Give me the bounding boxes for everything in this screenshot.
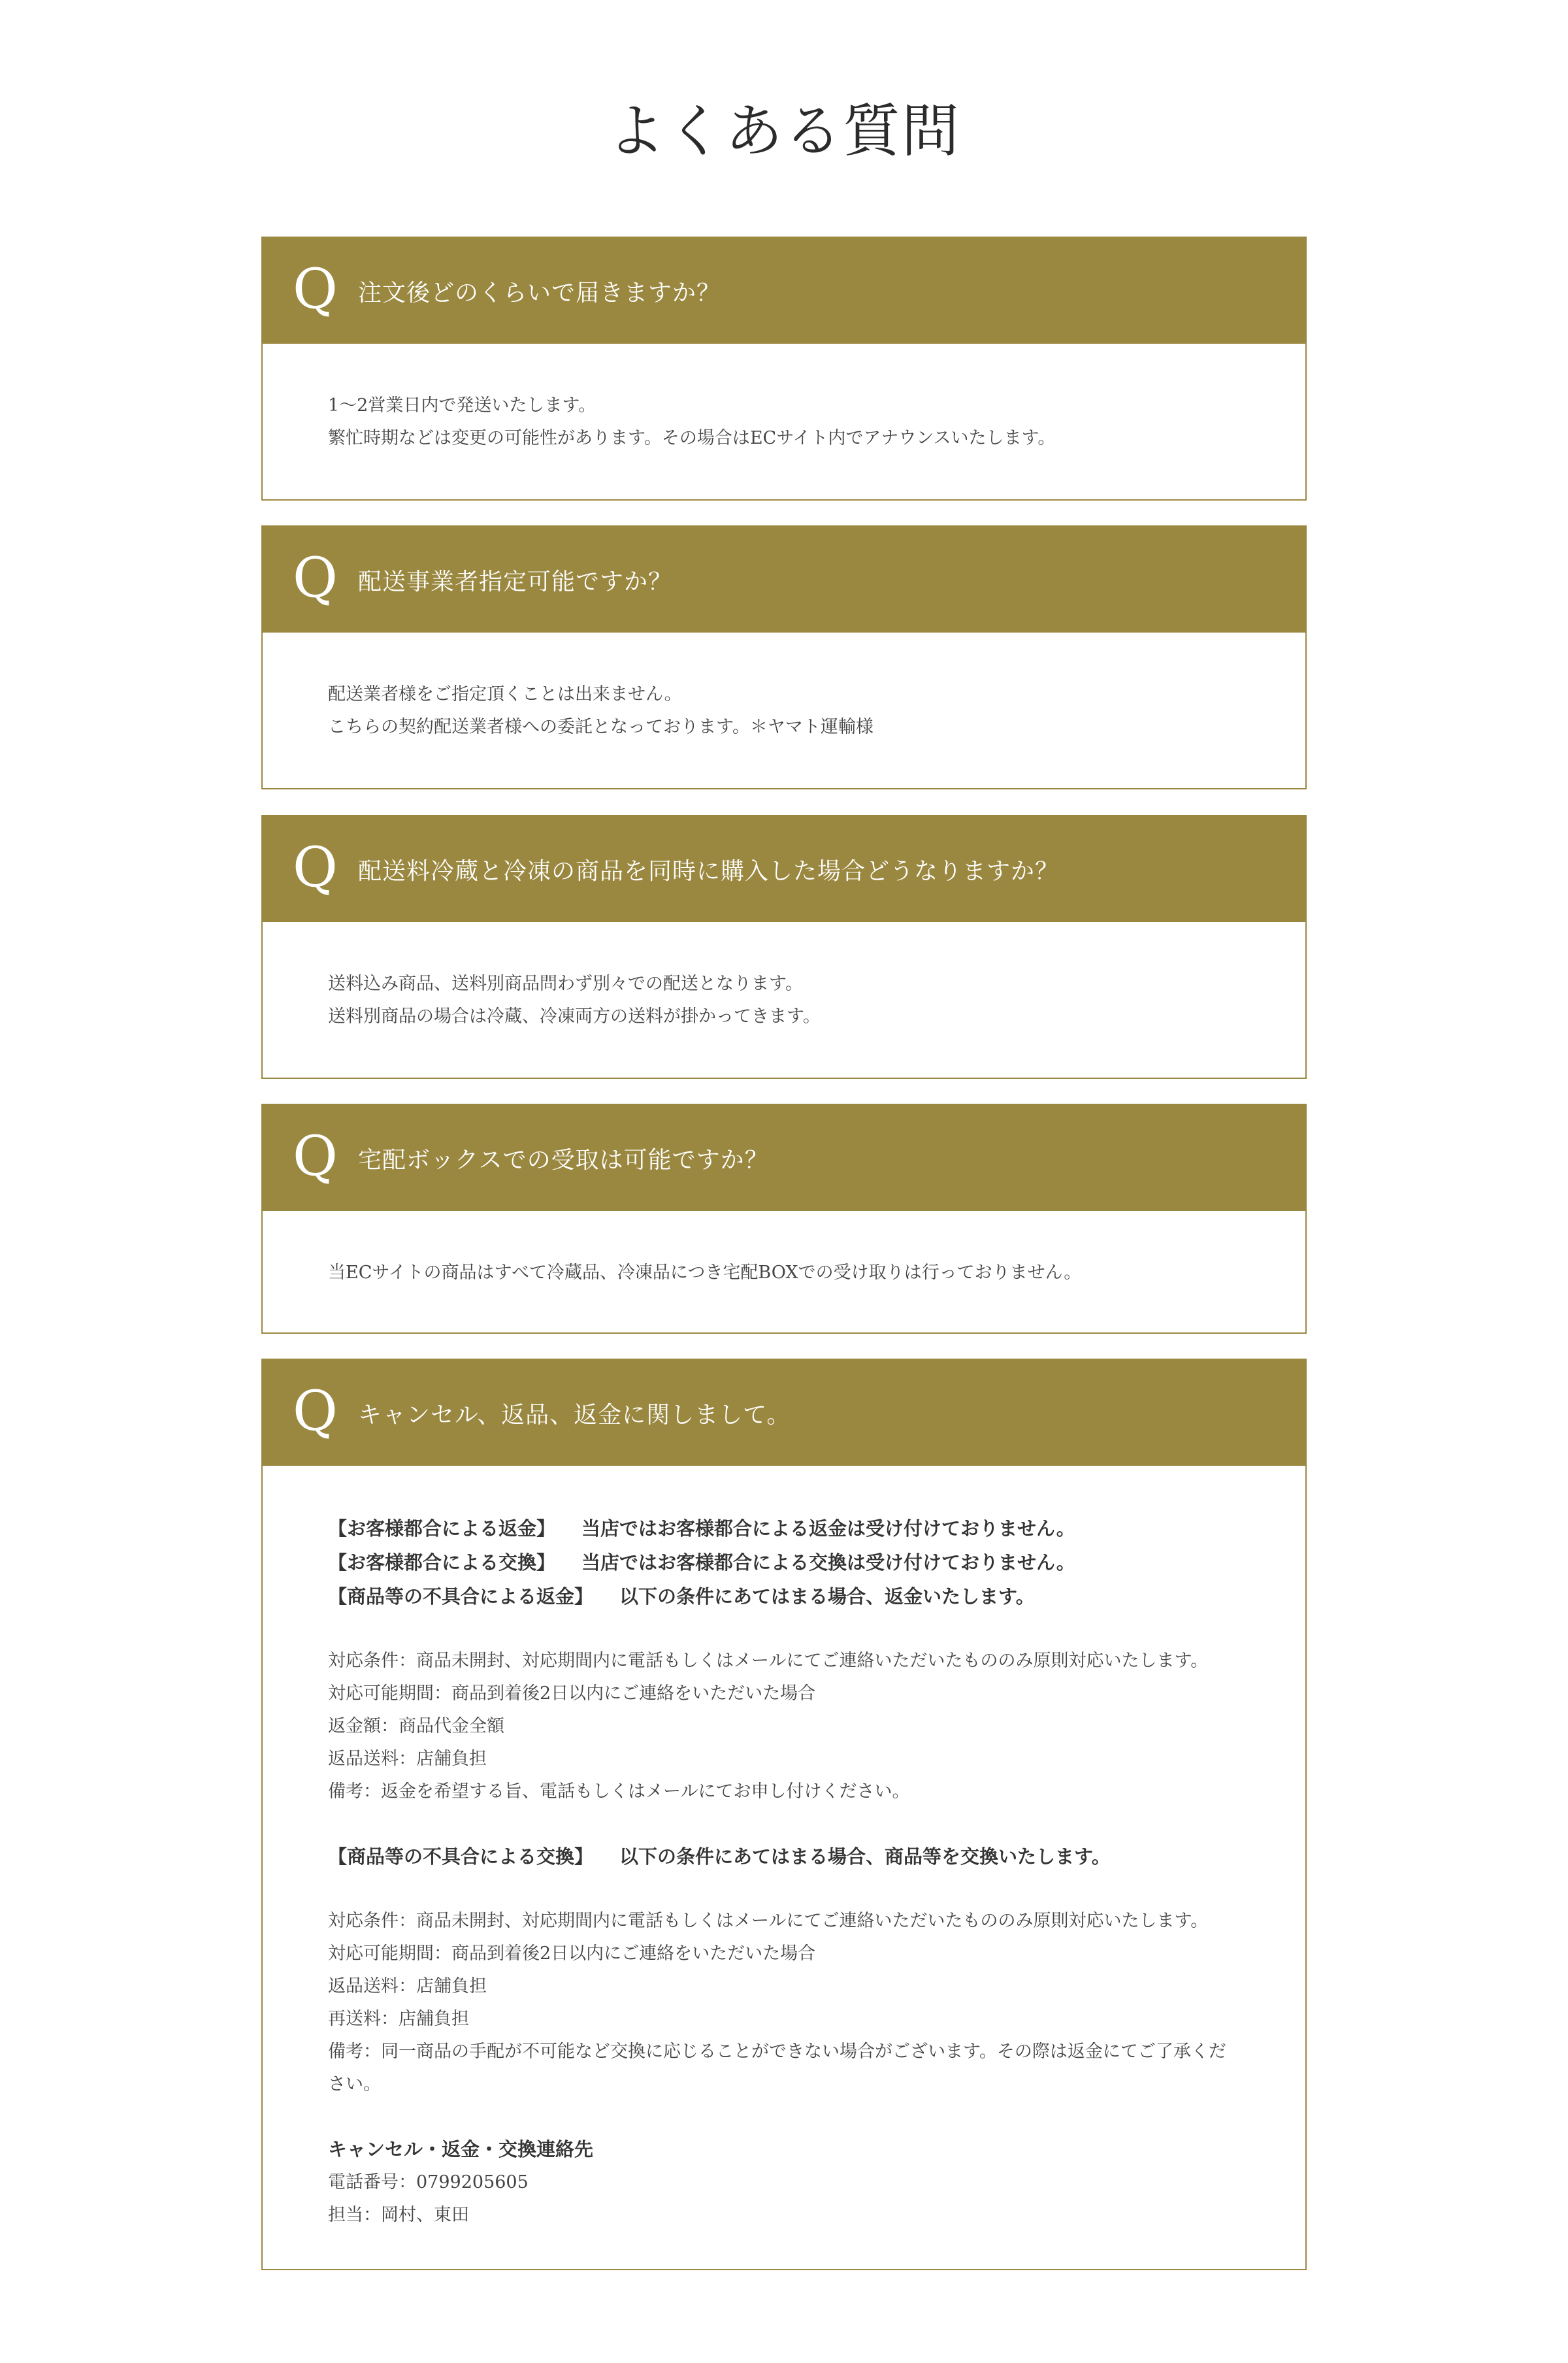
- exchange-condition-line: 対応条件：商品未開封、対応期間内に電話もしくはメールにてご連絡いただいたもののみ原則対応いたします。: [328, 1911, 1209, 1931]
- answer-line: 送料込み商品、送料別商品問わず別々での配送となります。: [328, 974, 803, 994]
- faq-item-cancel-return: [261, 1359, 1307, 2270]
- refund-condition-line: 返金額：商品代金全額: [328, 1716, 504, 1736]
- faq-question-text: 配送料冷蔵と冷凍の商品を同時に購入した場合どうなりますか？: [358, 857, 1060, 885]
- faq-question-header[interactable]: [263, 238, 1305, 344]
- policy-heading: [328, 1545, 1240, 1579]
- answer-line: 配送業者様をご指定頂くことは出来ません。: [328, 684, 682, 704]
- policy-label: 【商品等の不具合による返金】: [328, 1585, 594, 1608]
- refund-condition-line: 対応可能期間：商品到着後2日以内にご連絡をいただいた場合: [328, 1683, 816, 1704]
- faq-answer: [263, 1466, 1305, 2232]
- exchange-condition-line: 返品送料：店舗負担: [328, 1976, 487, 1996]
- faq-question-header[interactable]: [263, 527, 1305, 633]
- faq-item-delivery-time: [261, 237, 1307, 501]
- faq-question-header[interactable]: [263, 816, 1305, 922]
- contact-title: キャンセル・返金・交換連絡先: [328, 2138, 594, 2160]
- policy-text: 以下の条件にあてはまる場合、商品等を交換いたします。: [619, 1845, 1111, 1868]
- q-mark-icon: Q: [293, 1124, 338, 1188]
- policy-text: 以下の条件にあてはまる場合、返金いたします。: [619, 1585, 1035, 1608]
- faq-question-header[interactable]: [263, 1105, 1305, 1211]
- page-title: よくある質問: [607, 97, 960, 165]
- faq-answer: [263, 1211, 1305, 1289]
- faq-question-text: キャンセル、返品、返金に関しまして。: [358, 1401, 791, 1429]
- faq-item-shipping-fee: [261, 815, 1307, 1079]
- policy-label: 【お客様都合による返金】: [328, 1517, 556, 1540]
- answer-line: 当ECサイトの商品はすべて冷蔵品、冷凍品につき宅配BOXでの受け取りは行っておりません。: [328, 1263, 1082, 1283]
- policy-text: 当店ではお客様都合による返金は受け付けておりません。: [581, 1517, 1075, 1540]
- faq-question-text: 注文後どのくらいで届きますか？: [358, 279, 721, 306]
- exchange-condition-line: 備考：同一商品の手配が不可能など交換に応じることができない場合がございます。その際は返金にてご了承ください。: [328, 2041, 1226, 2094]
- faq-answer: [263, 633, 1305, 744]
- policy-label: 【お客様都合による交換】: [328, 1551, 556, 1574]
- refund-condition-line: 返品送料：店舗負担: [328, 1749, 487, 1769]
- answer-line: 送料別商品の場合は冷蔵、冷凍両方の送料が掛かってきます。: [328, 1006, 821, 1027]
- answer-line: 繁忙時期などは変更の可能性があります。その場合はECサイト内でアナウンスいたします。: [328, 428, 1056, 448]
- faq-question-header[interactable]: [263, 1360, 1305, 1466]
- q-mark-icon: Q: [293, 546, 338, 610]
- policy-text: 当店ではお客様都合による交換は受け付けておりません。: [581, 1551, 1075, 1574]
- q-mark-icon: Q: [293, 1379, 338, 1443]
- answer-line: こちらの契約配送業者様への委託となっております。＊ヤマト運輸様: [328, 717, 874, 737]
- q-mark-icon: Q: [293, 835, 338, 899]
- faq-answer: [263, 344, 1305, 455]
- contact-person: 担当：岡村、東田: [328, 2205, 469, 2225]
- faq-answer: [263, 922, 1305, 1033]
- answer-line: 1〜2営業日内で発送いたします。: [328, 395, 596, 416]
- refund-condition-line: 対応条件：商品未開封、対応期間内に電話もしくはメールにてご連絡いただいたもののみ原則対応いたします。: [328, 1651, 1209, 1671]
- policy-heading: [328, 1512, 1240, 1545]
- faq-question-text: 配送事業者指定可能ですか？: [358, 568, 673, 595]
- exchange-condition-line: 再送料：店舗負担: [328, 2009, 469, 2029]
- policy-label: 【商品等の不具合による交換】: [328, 1845, 594, 1868]
- contact-phone: 電話番号：0799205605: [328, 2172, 529, 2192]
- q-mark-icon: Q: [293, 257, 338, 321]
- policy-heading: [328, 1579, 1240, 1613]
- faq-question-text: 宅配ボックスでの受取は可能ですか？: [358, 1146, 769, 1174]
- faq-item-delivery-box: [261, 1104, 1307, 1334]
- faq-item-carrier: [261, 525, 1307, 789]
- refund-condition-line: 備考：返金を希望する旨、電話もしくはメールにてお申し付けください。: [328, 1781, 910, 1802]
- policy-heading: [328, 1840, 1240, 1874]
- exchange-condition-line: 対応可能期間：商品到着後2日以内にご連絡をいただいた場合: [328, 1943, 816, 1964]
